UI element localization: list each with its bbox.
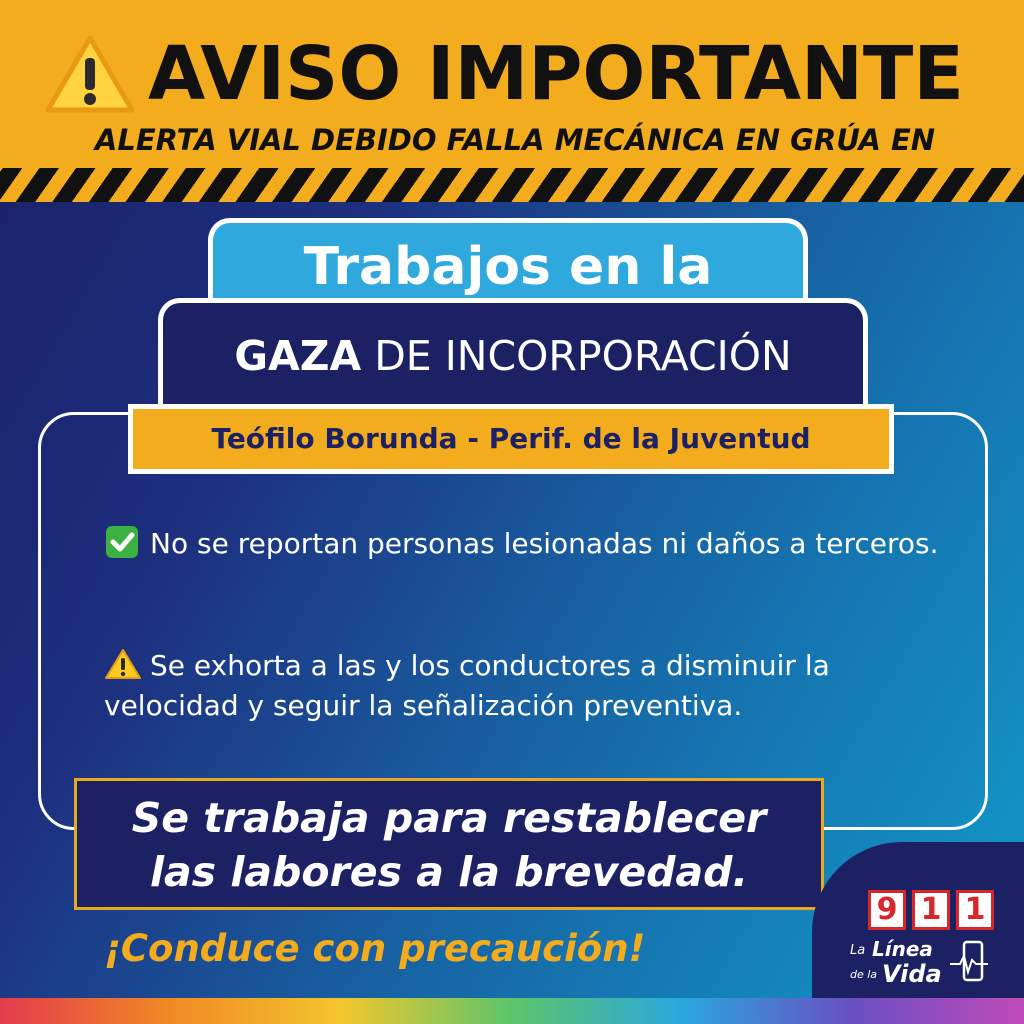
notice-reduce-speed: [104, 646, 944, 726]
la-linea-de-la-vida-logo: [846, 934, 996, 990]
logo-digit: 1: [956, 890, 994, 930]
street-bar: [128, 404, 894, 474]
location-panel: [158, 298, 868, 410]
status-message-line-2: las labores a la brevedad.: [149, 848, 749, 896]
location-line-1: Trabajos en la: [303, 237, 713, 297]
status-message-box: [74, 778, 824, 910]
rainbow-footer-strip: [0, 998, 1024, 1024]
warning-triangle-icon: [44, 34, 136, 114]
street-names: Teófilo Borunda - Perif. de la Juventud: [211, 422, 811, 455]
notice-text: Se exhorta a las y los conductores a disminuir la velocidad y seguir la señalización preventiva.: [104, 649, 830, 722]
call-to-action: ¡Conduce con precaución!: [104, 927, 646, 970]
svg-text:Línea: Línea: [872, 937, 933, 961]
notice-no-injuries: [104, 524, 944, 564]
location-line-2-rest: DE INCORPORACIÓN: [361, 332, 792, 380]
status-message: [77, 791, 821, 899]
svg-text:Vida: Vida: [882, 960, 942, 988]
warning-banner: [0, 0, 1024, 170]
location-line-2-bold: GAZA: [234, 332, 362, 380]
subheadline: ALERTA VIAL DEBIDO FALLA MECÁNICA EN GRÚA EN: [94, 123, 936, 157]
logo-background: [812, 842, 1024, 1024]
location-tab: [208, 218, 808, 310]
logo-digit: 1: [912, 890, 950, 930]
svg-text:de la: de la: [850, 968, 878, 981]
location-line-2: [163, 331, 863, 381]
hazard-stripe: [0, 168, 1024, 202]
info-card: [38, 412, 988, 830]
status-message-line-1: Se trabaja para restablecer: [131, 794, 767, 842]
check-mark-icon: [104, 526, 142, 558]
headline: AVISO IMPORTANTE: [148, 31, 964, 117]
911-logo: [868, 890, 994, 930]
warning-triangle-icon: [104, 648, 142, 680]
logo-digit: 9: [868, 890, 906, 930]
notice-text: No se reportan personas lesionadas ni daños a terceros.: [150, 527, 939, 560]
svg-text:La: La: [850, 943, 866, 958]
